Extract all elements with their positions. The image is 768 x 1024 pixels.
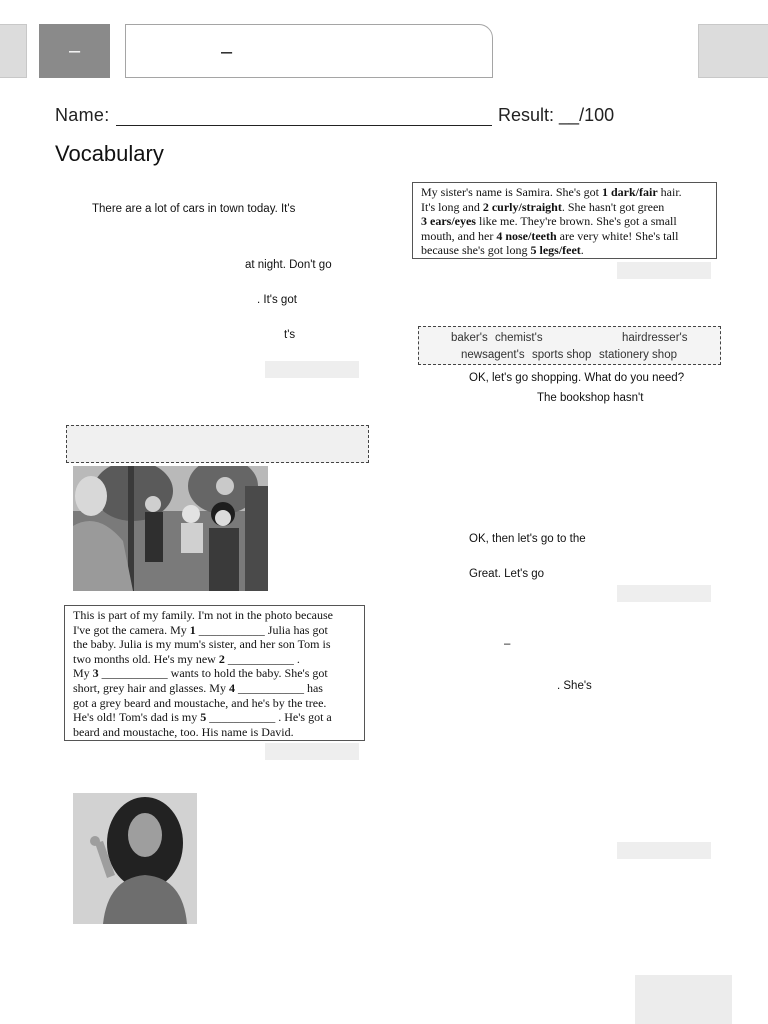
samira-text: like me. They're brown. She's got a small — [475, 214, 677, 229]
gap-blank[interactable]: ___________ wants to hold the baby. She's got — [98, 666, 328, 681]
shop-word: chemist's — [495, 332, 543, 344]
family-text: My — [73, 666, 93, 681]
samira-text: . She hasn't got green — [561, 199, 665, 214]
samira-text: are very white! She's tall — [556, 228, 679, 243]
score-box — [617, 262, 711, 279]
header-title-box: – — [125, 24, 493, 78]
option-5[interactable]: 5 legs/feet — [530, 243, 581, 258]
result-field — [498, 105, 614, 126]
score-box — [617, 585, 711, 602]
shop-word: hairdresser's — [622, 332, 688, 344]
score-box — [265, 361, 359, 378]
shops-word-box — [418, 326, 721, 365]
result-label: Result: — [498, 105, 555, 125]
gap-number: 2 — [218, 651, 225, 666]
shop-word: newsagent's — [461, 349, 525, 361]
family-text: the baby. Julia is my mum's sister, and her son Tom is — [73, 637, 331, 652]
name-label: Name: — [55, 105, 110, 125]
option-1[interactable]: 1 dark/fair — [601, 185, 658, 199]
gap-blank[interactable]: ___________ . — [224, 651, 300, 666]
night-sentence: at night. Don't go — [245, 259, 332, 271]
page-corner-box — [635, 975, 732, 1024]
samira-text: It's long and — [421, 199, 483, 214]
family-photo — [73, 466, 268, 591]
family-text: short, grey hair and glasses. My — [73, 680, 229, 695]
girl-photo — [73, 793, 197, 924]
dialogue-line: . She's — [557, 680, 592, 692]
samira-text: mouth, and her — [421, 228, 497, 243]
gap-number: 4 — [228, 680, 235, 695]
shop-word: sports shop — [532, 349, 592, 361]
word-box-empty — [66, 425, 369, 463]
section-title: Vocabulary — [55, 141, 164, 166]
result-value: __/100 — [559, 105, 615, 125]
got-sentence: . It's got — [257, 294, 297, 306]
family-text: He's old! Tom's dad is my — [73, 710, 201, 725]
name-field — [55, 105, 498, 126]
gap-number: 3 — [92, 666, 99, 681]
shop-word: stationery shop — [599, 349, 677, 361]
name-blank[interactable] — [116, 106, 492, 126]
score-box — [617, 842, 711, 859]
family-text: I've got the camera. My — [73, 622, 190, 637]
option-2[interactable]: 2 curly/straight — [482, 199, 562, 214]
gap-number: 5 — [200, 710, 207, 725]
samira-text: My sister's name is Samira. She's got — [421, 185, 602, 199]
dialogue-line: Great. Let's go — [469, 568, 545, 580]
samira-text: . — [580, 243, 584, 258]
samira-text: hair. — [657, 185, 682, 199]
gap-blank[interactable]: ___________ has — [234, 680, 323, 695]
dialogue-line: The bookshop hasn't — [537, 392, 644, 404]
family-text: beard and moustache, too. His name is David. — [73, 724, 294, 739]
option-3[interactable]: 3 ears/eyes — [421, 214, 476, 229]
dialogue-line: – — [504, 638, 511, 650]
option-4[interactable]: 4 nose/teeth — [496, 228, 557, 243]
samira-description — [412, 182, 717, 259]
family-text: got a grey beard and moustache, and he's by the tree. — [73, 695, 327, 710]
score-box — [265, 743, 359, 760]
dialogue-line: OK, then let's go to the — [469, 533, 586, 545]
gap-blank[interactable]: ___________ . He's got a — [206, 710, 332, 725]
shop-word: baker's — [451, 332, 488, 344]
family-text: This is part of my family. I'm not in the photo because — [73, 608, 333, 622]
family-paragraph — [64, 605, 365, 741]
gap-blank[interactable]: ___________ Julia has got — [195, 622, 328, 637]
cars-sentence: There are a lot of cars in town today. It's — [92, 203, 296, 215]
dialogue-line: OK, let's go shopping. What do you need? — [469, 372, 685, 384]
header-left-tab — [0, 24, 27, 78]
ts-fragment: t's — [284, 329, 296, 341]
header-unit-box: – — [39, 24, 110, 78]
header-right-tab — [698, 24, 768, 78]
family-text: two months old. He's my new — [73, 651, 219, 666]
gap-number: 1 — [189, 622, 196, 637]
samira-text: because she's got long — [421, 243, 531, 258]
